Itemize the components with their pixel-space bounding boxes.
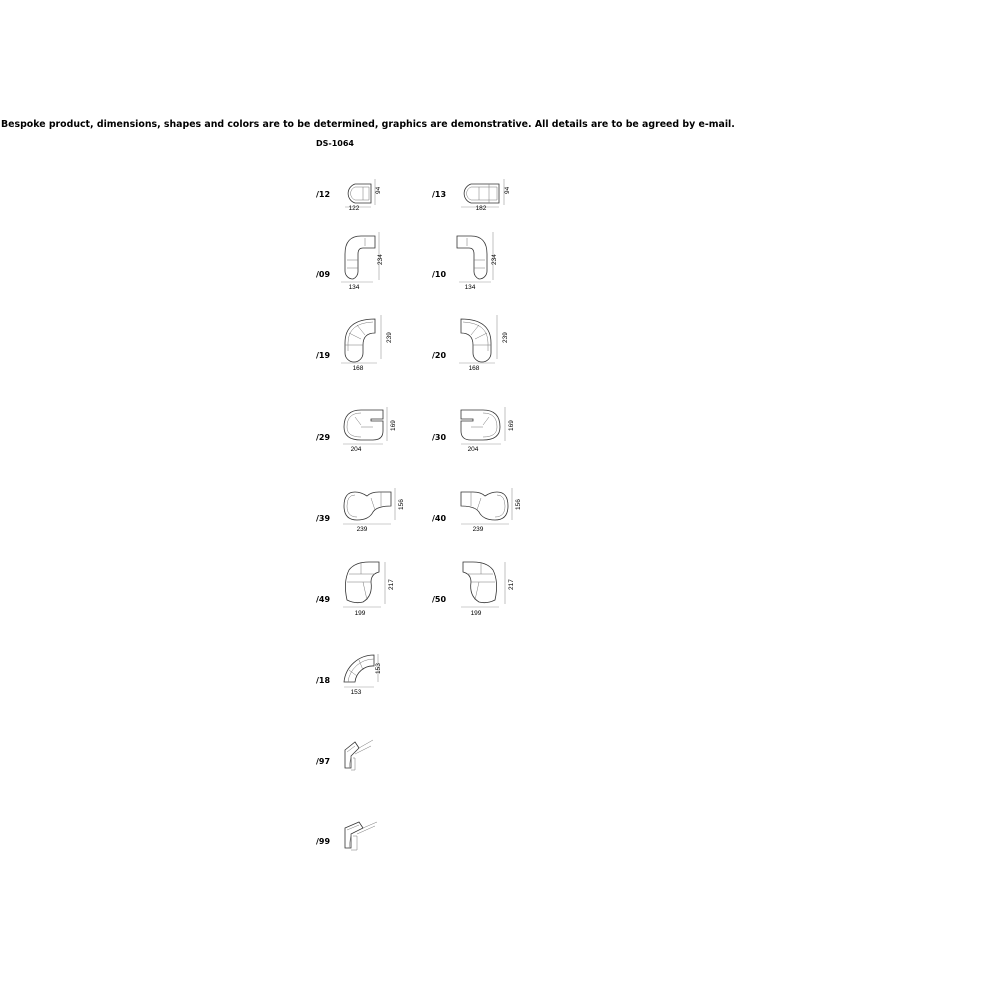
module-code: /40 [432, 514, 447, 523]
module-code: /50 [432, 595, 447, 604]
height-dimension: 217 [508, 579, 515, 590]
height-dimension: 239 [386, 332, 393, 343]
width-dimension: 122 [348, 205, 360, 212]
module-item [432, 232, 552, 302]
module-code: /20 [432, 351, 447, 360]
width-dimension: 204 [467, 446, 479, 453]
width-dimension: 239 [472, 526, 484, 533]
width-dimension: 168 [468, 365, 480, 372]
module-code: /19 [316, 351, 331, 360]
module-code: /13 [432, 190, 447, 199]
module-item [316, 486, 436, 556]
model-code: DS-1064 [316, 139, 354, 148]
height-dimension: 234 [377, 254, 384, 265]
module-item [316, 232, 436, 302]
height-dimension: 169 [508, 420, 515, 431]
module-code: /09 [316, 270, 331, 279]
module-drawing [341, 738, 381, 773]
width-dimension: 134 [464, 284, 476, 291]
height-dimension: 156 [398, 499, 405, 510]
module-code: /39 [316, 514, 331, 523]
module-item [316, 650, 436, 720]
width-dimension: 204 [350, 446, 362, 453]
module-code: /18 [316, 676, 331, 685]
module-code: /29 [316, 433, 331, 442]
width-dimension: 199 [470, 610, 482, 617]
module-item [316, 313, 436, 383]
module-code: /30 [432, 433, 447, 442]
width-dimension: 168 [352, 365, 364, 372]
module-item [432, 405, 552, 475]
module-code: /97 [316, 757, 331, 766]
height-dimension: 94 [504, 186, 511, 194]
module-item [432, 486, 552, 556]
height-dimension: 239 [502, 332, 509, 343]
module-item [316, 405, 436, 475]
module-code: /49 [316, 595, 331, 604]
module-code: /99 [316, 837, 331, 846]
module-drawing [341, 818, 386, 853]
module-code: /12 [316, 190, 331, 199]
height-dimension: 94 [375, 186, 382, 194]
module-item [316, 738, 436, 808]
module-code: /10 [432, 270, 447, 279]
module-item [432, 313, 552, 383]
module-item [316, 818, 436, 888]
module-item [432, 560, 552, 630]
height-dimension: 217 [388, 579, 395, 590]
width-dimension: 153 [350, 689, 362, 696]
module-drawing [457, 232, 507, 287]
width-dimension: 134 [348, 284, 360, 291]
module-item [316, 560, 436, 630]
width-dimension: 182 [475, 205, 487, 212]
height-dimension: 234 [491, 254, 498, 265]
disclaimer-notice: Bespoke product, dimensions, shapes and colors are to be determined, graphics are demonstrative. All details are to be agreed by e-mail. [1, 119, 735, 130]
height-dimension: 169 [390, 420, 397, 431]
width-dimension: 199 [354, 610, 366, 617]
height-dimension: 153 [375, 663, 382, 674]
height-dimension: 156 [515, 499, 522, 510]
width-dimension: 239 [356, 526, 368, 533]
module-drawing [341, 652, 391, 692]
